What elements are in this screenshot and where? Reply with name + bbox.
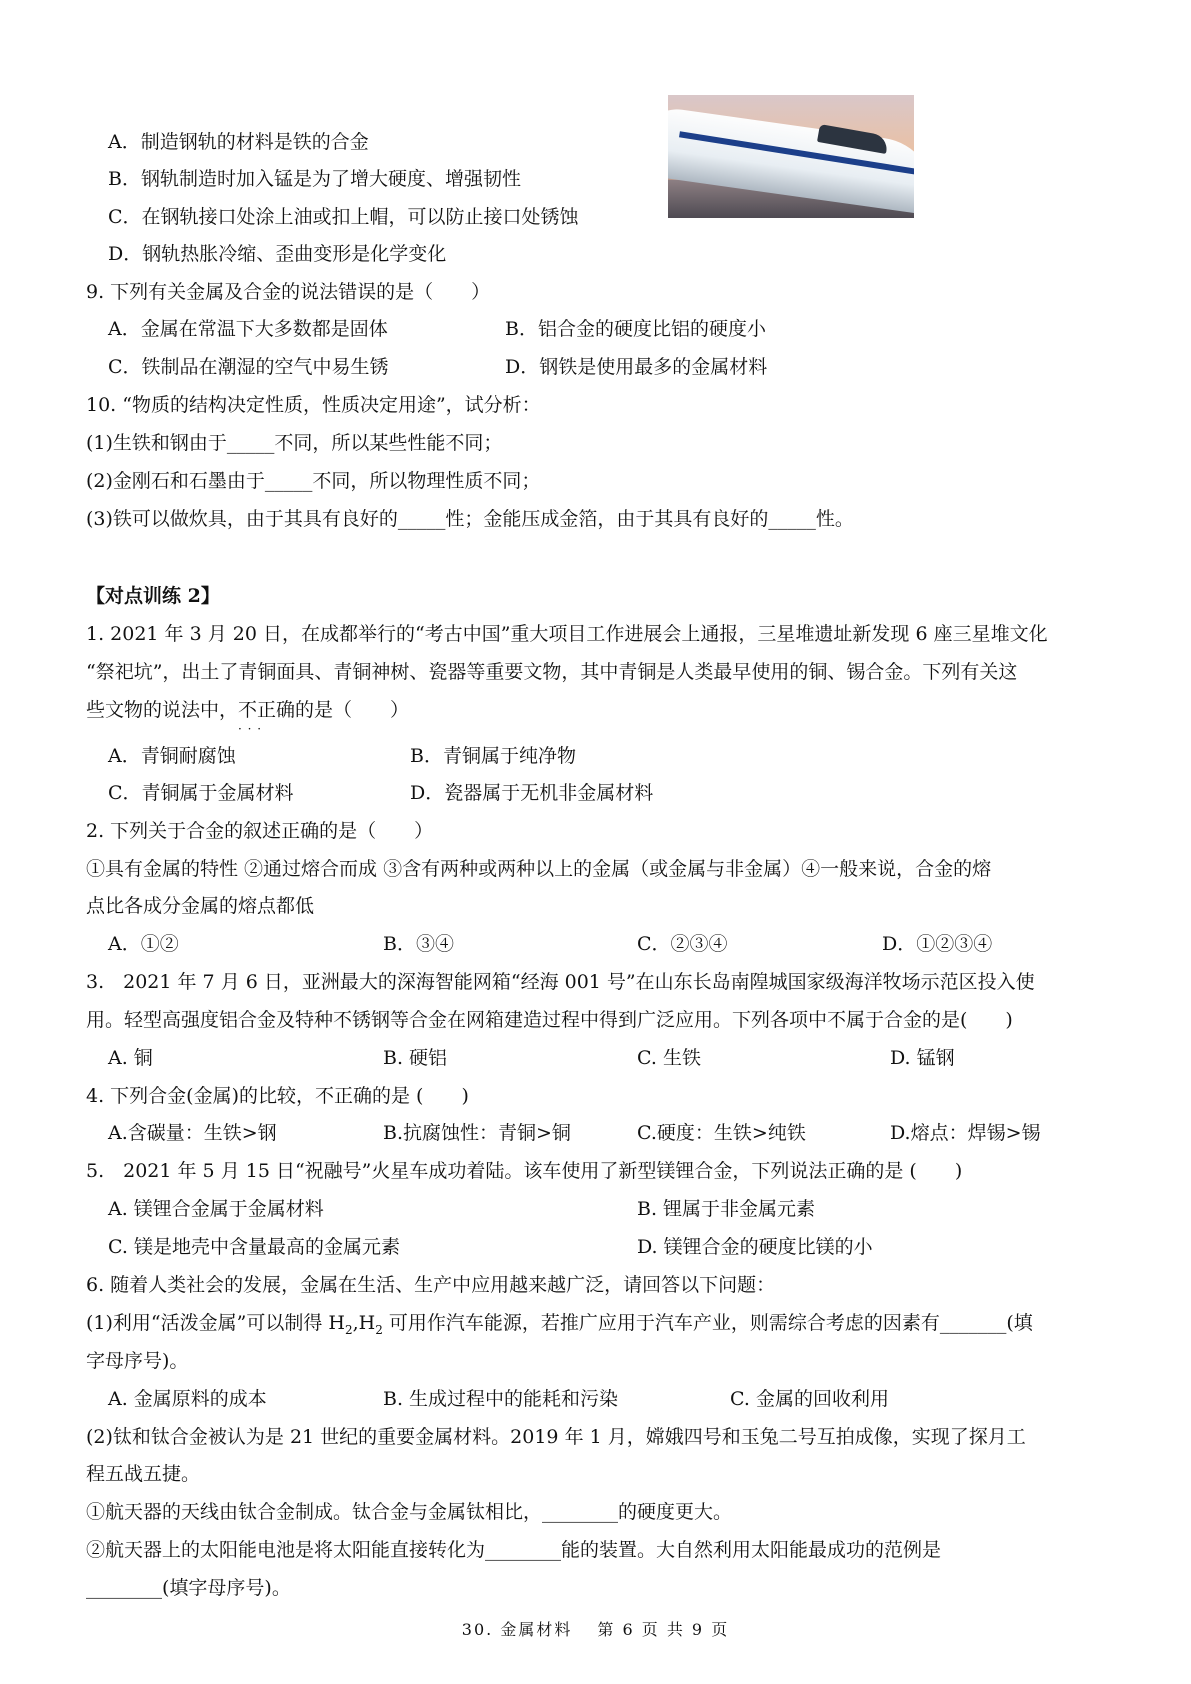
t6-part2-line1: (2)钛和钛合金被认为是 21 世纪的重要金属材料。2019 年 1 月，嫦娥四号和玉兔二号互拍成像，实现了探月工 [86,1426,1026,1448]
t2-option-c: C．②③④ [637,933,728,955]
t3-option-b: B. 硬铝 [383,1047,448,1069]
t4-option-b: B.抗腐蚀性：青铜>铜 [383,1122,571,1144]
t4-option-d: D.熔点：焊锡>锡 [890,1122,1041,1144]
t6-stem: 6. 随着人类社会的发展，金属在生活、生产中应用越来越广泛，请回答以下问题： [86,1274,776,1296]
t1-option-b: B．青铜属于纯净物 [410,745,576,767]
t3-option-d: D. 锰钢 [890,1047,955,1069]
t6-option-b: B. 生成过程中的能耗和污染 [383,1388,619,1410]
q8-option-b: B．钢轨制造时加入锰是为了增大硬度、增强韧性 [108,168,521,190]
q8-option-a: A．制造钢轨的材料是铁的合金 [108,131,369,153]
t6-part1-line1: (1)利用“活泼金属”可以制得 $H_2,H_2$ 可用作汽车能源，若推广应用于汽车产业，则需综合考虑的因素有_______(填 [86,1312,1033,1337]
t5-option-c: C. 镁是地壳中含量最高的金属元素 [108,1236,400,1258]
t1-line1: 1. 2021 年 3 月 20 日，在成都举行的“考古中国”重大项目工作进展会上通报，三星堆遗址新发现 6 座三星堆文化 [86,623,1048,645]
t2-stem: 2. 下列关于合金的叙述正确的是（ ） [86,820,434,842]
t5-stem: 5. 2021 年 5 月 15 日“祝融号”火星车成功着陆。该车使用了新型镁锂合金，下列说法正确的是 ( ) [86,1160,963,1182]
t3-line2: 用。轻型高强度铝合金及特种不锈钢等合金在网箱建造过程中得到广泛应用。下列各项中不属于合金的是( ) [86,1009,1013,1031]
section-title: 【对点训练 2】 [86,585,220,607]
page-footer: 30. 金属材料 第 6 页 共 9 页 [461,1620,730,1639]
q8-option-d: D．钢轨热胀冷缩、歪曲变形是化学变化 [108,243,447,265]
t4-option-a: A.含碳量：生铁>钢 [108,1122,277,1144]
t1-line3: 些文物的说法中，不正确 · · ·的是（ ） [86,698,409,722]
t1-option-a: A．青铜耐腐蚀 [108,745,236,767]
t2-option-b: B．③④ [383,933,454,955]
t5-option-a: A. 镁锂合金属于金属材料 [108,1198,324,1220]
t2-option-a: A．①② [108,933,179,955]
t6-option-c: C. 金属的回收利用 [730,1388,889,1410]
t6-option-a: A. 金属原料的成本 [108,1388,267,1410]
q9-option-d: D．钢铁是使用最多的金属材料 [505,356,768,378]
t6-part2-sub1: ①航天器的天线由钛合金制成。钛合金与金属钛相比，________的硬度更大。 [86,1501,733,1523]
t1-option-c: C．青铜属于金属材料 [108,782,294,804]
t2-option-d: D．①②③④ [882,933,993,955]
q9-option-c: C．铁制品在潮湿的空气中易生锈 [108,356,389,378]
emphasis-not-correct: 不正确 · · · [238,699,295,721]
t6-part2-line2: 程五战五捷。 [86,1463,201,1485]
t6-part1-line2: 字母序号)。 [86,1350,189,1372]
q9-stem: 9. 下列有关金属及合金的说法错误的是（ ） [86,281,491,303]
t5-option-d: D. 镁锂合金的硬度比镁的小 [637,1236,873,1258]
t1-line2: “祭祀坑”，出土了青铜面具、青铜神树、瓷器等重要文物，其中青铜是人类最早使用的铜、锡合金。下列有关这 [86,661,1018,683]
t3-line1: 3. 2021 年 7 月 6 日，亚洲最大的深海智能网箱“经海 001 号”在山东长岛南隍城国家级海洋牧场示范区投入使 [86,971,1035,993]
q10-part2: (2)金刚石和石墨由于_____不同，所以物理性质不同； [86,470,541,492]
q10-stem: 10. “物质的结构决定性质，性质决定用途”，试分析： [86,394,541,416]
t3-option-a: A. 铜 [108,1047,153,1069]
t4-option-c: C.硬度：生铁>纯铁 [637,1122,806,1144]
t3-option-c: C. 生铁 [637,1047,701,1069]
t2-line1: ①具有金属的特性 ②通过熔合而成 ③含有两种或两种以上的金属（或金属与非金属）④一般来说，合金的熔 [86,858,992,880]
t6-part2-sub3: ________(填字母序号)。 [86,1577,291,1599]
t5-option-b: B. 锂属于非金属元素 [637,1198,816,1220]
t4-stem: 4. 下列合金(金属)的比较，不正确的是 ( ) [86,1085,469,1107]
t2-line2: 点比各成分金属的熔点都低 [86,895,315,917]
q10-part3: (3)铁可以做炊具，由于其具有良好的_____性；金能压成金箔，由于其具有良好的_____性。 [86,508,854,530]
q9-option-b: B．铝合金的硬度比铝的硬度小 [505,318,766,340]
t6-part2-sub2: ②航天器上的太阳能电池是将太阳能直接转化为________能的装置。大自然利用太阳能最成功的范例是 [86,1539,942,1561]
q10-part1: (1)生铁和钢由于_____不同，所以某些性能不同； [86,432,503,454]
train-image [668,95,914,218]
q8-option-c: C．在钢轨接口处涂上油或扣上帽，可以防止接口处锈蚀 [108,206,579,228]
q9-option-a: A．金属在常温下大多数都是固体 [108,318,388,340]
t1-option-d: D．瓷器属于无机非金属材料 [410,782,654,804]
